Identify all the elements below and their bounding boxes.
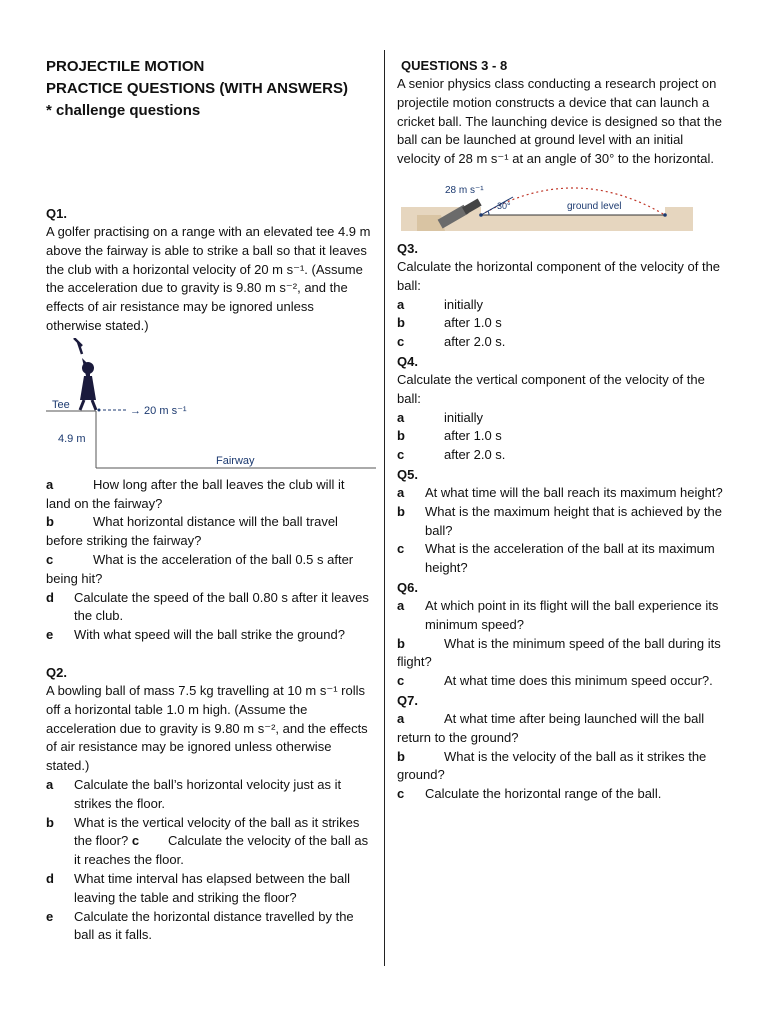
q1-part-b: b What horizontal distance will the ball travel before striking the fairway? <box>46 514 338 549</box>
q1-part-e: e With what speed will the ball strike the ground? <box>46 627 345 643</box>
golfer-diagram <box>46 338 378 476</box>
q2-part-b: b What is the vertical velocity of the ball as it strikes the floor? c Calculate the velocity of the ball as it reaches the floor. <box>46 814 369 868</box>
title-line-1: PROJECTILE MOTION <box>46 58 205 75</box>
q5-part-b: b What is the maximum height that is achieved by the ball? <box>397 503 722 538</box>
tee-label: Tee <box>52 398 70 411</box>
q3-part-c: c after 2.0 s. <box>397 334 506 350</box>
launcher-diagram <box>401 179 693 239</box>
q6-part-a: a At which point in its flight will the ball experience its minimum speed? <box>397 597 719 632</box>
q7-heading: Q7. <box>397 692 418 708</box>
q4-part-a: a initially <box>397 409 484 425</box>
q2-intro: A bowling ball of mass 7.5 kg travelling at 10 m s⁻¹ rolls off a horizontal table 1.0 m high. (Assume the acceleration due to gravity is 9.80 m s⁻², and the effects of air resistance may be ignored unless otherwise stated.) <box>46 682 368 774</box>
right-column <box>397 56 727 804</box>
q3-heading: Q3. <box>397 240 418 256</box>
q6-heading: Q6. <box>397 579 418 595</box>
q7-part-a: a At what time after being launched will the ball return to the ground? <box>397 710 705 745</box>
q1-heading: Q1. <box>46 206 67 221</box>
q1-part-d: d Calculate the speed of the ball 0.80 s after it leaves the club. <box>46 589 369 624</box>
q3-part-a: a initially <box>397 296 484 312</box>
title-line-2: PRACTICE QUESTIONS (WITH ANSWERS) <box>46 80 348 97</box>
q5-part-a: a At what time will the ball reach its maximum height? <box>397 484 723 500</box>
launch-velocity-label: 28 m s⁻¹ <box>445 184 484 196</box>
q1-part-a: a How long after the ball leaves the club will it land on the fairway? <box>46 476 345 511</box>
left-column <box>46 56 372 945</box>
q6-part-c: c At what time does this minimum speed occur?. <box>397 673 713 689</box>
column-divider <box>384 50 385 966</box>
q2-part-d: d What time interval has elapsed between the ball leaving the table and striking the floor? <box>46 870 351 905</box>
height-label: 4.9 m <box>58 432 86 445</box>
q3-part-b: b after 1.0 s <box>397 315 502 331</box>
title-line-3: * challenge questions <box>46 102 201 119</box>
q1-part-c: c What is the acceleration of the ball 0.5 s after being hit? <box>46 551 354 586</box>
golfer-figure <box>74 338 96 410</box>
q3-text: Calculate the horizontal component of the velocity of the ball: <box>397 258 721 293</box>
fairway-label: Fairway <box>216 454 255 467</box>
q6-part-b: b What is the minimum speed of the ball during its flight? <box>397 635 721 670</box>
q7-part-b: b What is the velocity of the ball as it strikes the ground? <box>397 748 707 783</box>
ground-level-label: ground level <box>567 200 622 212</box>
q5-heading: Q5. <box>397 466 418 482</box>
velocity-label: → 20 m s⁻¹ <box>130 404 187 417</box>
q1-intro: A golfer practising on a range with an elevated tee 4.9 m above the fairway is able to strike a ball so that it leaves the club with a horizontal velocity of 20 m s⁻¹. (Assume the acceleration due to gravity is 9.80 m s⁻², and the effects of air resistance may be ignored unless otherwise stated.) <box>46 224 371 333</box>
q2-part-e: e Calculate the horizontal distance travelled by the ball as it falls. <box>46 908 354 943</box>
q4-part-c: c after 2.0 s. <box>397 447 506 463</box>
questions-3-8-intro: A senior physics class conducting a research project on projectile motion constructs a device that can launch a cricket ball. The launching device is designed so that the ball can be launched at ground level with an initial velocity of 28 m s⁻¹ at an angle of 30° to the horizontal. <box>397 76 722 167</box>
questions-3-8-heading: QUESTIONS 3 - 8 <box>401 58 508 73</box>
launch-angle-label: 30° <box>497 200 511 211</box>
q7-part-c: c Calculate the horizontal range of the ball. <box>397 786 662 802</box>
q4-heading: Q4. <box>397 353 418 369</box>
q4-part-b: b after 1.0 s <box>397 428 502 444</box>
q2-part-a: a Calculate the ball’s horizontal velocity just as it strikes the floor. <box>46 776 342 811</box>
q5-part-c: c What is the acceleration of the ball at its maximum height? <box>397 541 715 576</box>
q2-heading: Q2. <box>46 664 67 680</box>
q4-text: Calculate the vertical component of the velocity of the ball: <box>397 371 705 406</box>
